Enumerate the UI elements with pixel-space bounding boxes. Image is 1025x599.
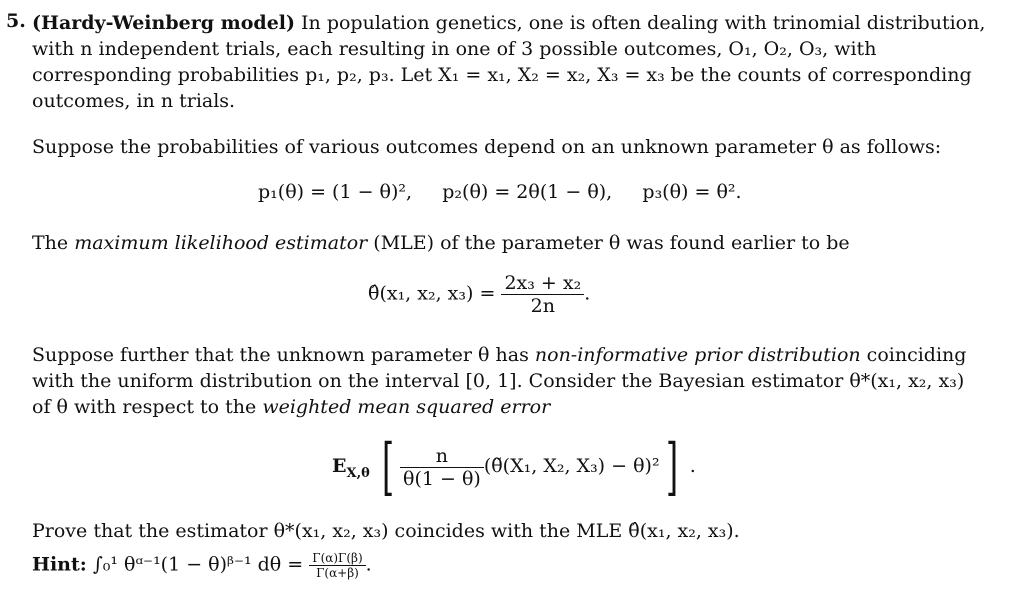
probabilities-formula: p₁(θ) = (1 − θ)², p₂(θ) = 2θ(1 − θ), p₃(θ) = θ².: [258, 181, 742, 203]
problem-number: 5.: [6, 10, 26, 32]
prior-term: non-informative prior distribution: [534, 344, 861, 366]
hint-label: Hint:: [32, 553, 87, 576]
mle-equation: [368, 272, 590, 317]
bayes-paragraph: [32, 342, 987, 420]
bayes-mid: coinciding with the uniform distribution on the interval [0, 1]. Consider the Bayesian estimator θ*(x₁, x₂, x₃) of θ with respect to the: [32, 344, 967, 418]
problem-title: (Hardy-Weinberg model): [32, 12, 295, 34]
right-bracket: ]: [665, 430, 678, 503]
hint: [32, 551, 372, 580]
weight-denominator: θ(1 − θ): [403, 467, 481, 490]
prove-paragraph: [32, 518, 987, 544]
prove-text: Prove that the estimator θ*(x₁, x₂, x₃) coincides with the MLE θ̂(x₁, x₂, x₃).: [32, 520, 740, 542]
hint-fraction: [309, 551, 365, 580]
weight-numerator: n: [400, 445, 484, 468]
hint-end: .: [365, 553, 372, 576]
intro-paragraph: [32, 10, 987, 114]
hint-denominator: Γ(α+β): [316, 566, 359, 580]
hint-formula: ∫₀¹ θᵅ⁻¹(1 − θ)ᵝ⁻¹ dθ =: [92, 553, 304, 576]
expectation-subscript: X,θ: [346, 465, 370, 481]
expectation-symbol: E: [332, 455, 347, 477]
mle-paragraph: [32, 230, 987, 256]
left-bracket: [: [381, 430, 394, 503]
mle-lhs: θ̂(x₁, x₂, x₃) =: [368, 282, 496, 305]
wmse-term: weighted mean squared error: [262, 396, 551, 418]
hint-numerator: Γ(α)Γ(β): [309, 551, 365, 566]
probabilities-equation: [258, 181, 742, 203]
bayes-pre: Suppose further that the unknown parameter θ has: [32, 344, 529, 366]
mle-pre: The: [32, 232, 69, 254]
mle-post: (MLE) of the parameter θ was found earlier to be: [373, 232, 850, 254]
suppose-text: Suppose the probabilities of various outcomes depend on an unknown parameter θ as follows:: [32, 136, 942, 158]
risk-equation: $E_{X,\theta}$ [ $\frac{n}{\theta(1 - \theta)}$ (θ̃(X₁, X₂, X₃) − θ)²] .: [332, 430, 696, 503]
mle-end: .: [584, 282, 591, 305]
suppose-paragraph: [32, 134, 987, 160]
risk-body: (θ̃(X₁, X₂, X₃) − θ)²: [483, 455, 660, 477]
mle-denominator: 2n: [530, 295, 555, 317]
mle-numerator: 2x₃ + x₂: [501, 272, 584, 295]
mle-fraction: [501, 272, 584, 317]
intro-text: In population genetics, one is often dealing with trinomial distribution, with n independent trials, each resulting in one of 3 possible outcomes, O₁, O₂, O₃, with corresponding probabilities p₁, p₂, p₃. Let X₁ = x₁, X₂ = x₂, X₃ = x₃ be the counts of corresponding outcomes, in n trials.: [32, 12, 986, 112]
mle-term: maximum likelihood estimator: [74, 232, 368, 254]
weight-fraction: [400, 445, 484, 490]
